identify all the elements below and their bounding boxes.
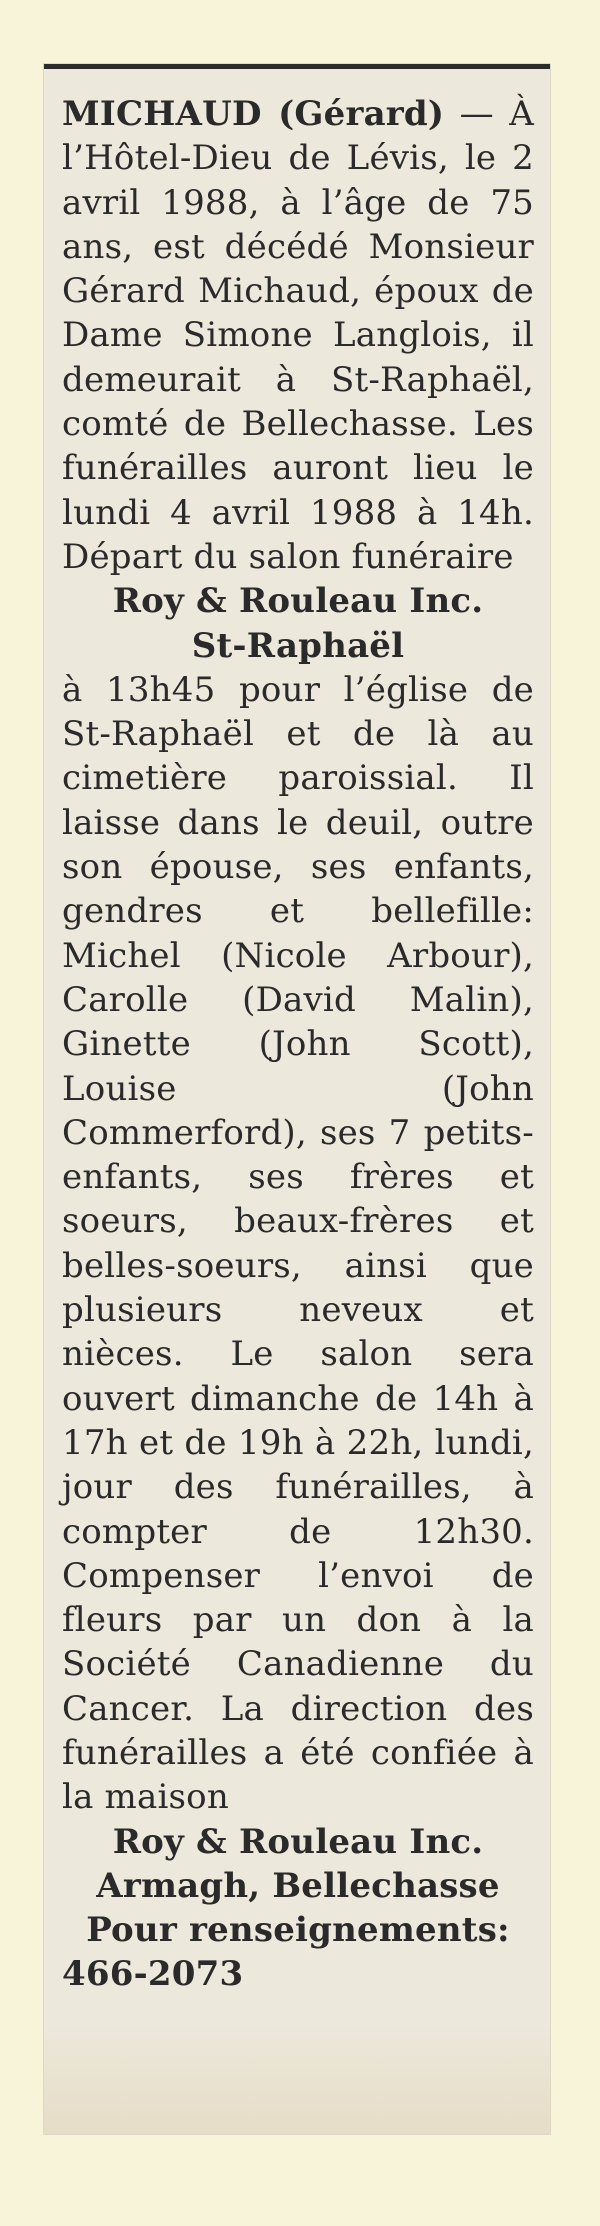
- funeral-home-name: Roy & Rouleau Inc.: [112, 581, 484, 622]
- phone-number: 466-2073: [62, 1954, 244, 1995]
- info-label: Pour renseignements:: [86, 1910, 510, 1951]
- funeral-home-location-2: Armagh, Bellechasse: [96, 1865, 500, 1906]
- opening-paragraph-text: — À l’Hôtel-Dieu de Lévis, le 2 avril 1988, à l’âge de 75 ans, est décédé Monsieur Gérard Michaud, époux de Dame Simone Langlois, il demeurait à St-Raphaël, comté de Bellechasse. Les funérailles auront lieu le lundi 4 avril 1988 à 14h. Départ du salon funéraire: [62, 94, 534, 577]
- obituary-text: [44, 64, 550, 1997]
- newspaper-clipping: [44, 64, 550, 2134]
- funeral-home-name-2: Roy & Rouleau Inc.: [112, 1821, 484, 1862]
- funeral-home-location: St-Raphaël: [191, 625, 405, 666]
- obituary-opening-paragraph: [62, 92, 534, 579]
- obituary-main-paragraph: à 13h45 pour l’église de St-Raphaël et de là au cimetière paroissial. Il laisse dans le deuil, outre son épouse, ses enfants, gendres et bellefille: Michel (Nicole Arbour), Carolle (David Malin), Ginette (John Scott), Louise (John Commerford), ses 7 petits-enfants, ses frères et soeurs, beaux-frères et belles-soeurs, ainsi que plusieurs neveux et nièces. Le salon sera ouvert dimanche de 14h à 17h et de 19h à 22h, lundi, jour des funérailles, à compter de 12h30. Compenser l’envoi de fleurs par un don à la Société Canadienne du Cancer. La direction des funérailles a été confiée à la maison: [62, 669, 534, 1818]
- deceased-name: MICHAUD (Gérard): [62, 94, 445, 134]
